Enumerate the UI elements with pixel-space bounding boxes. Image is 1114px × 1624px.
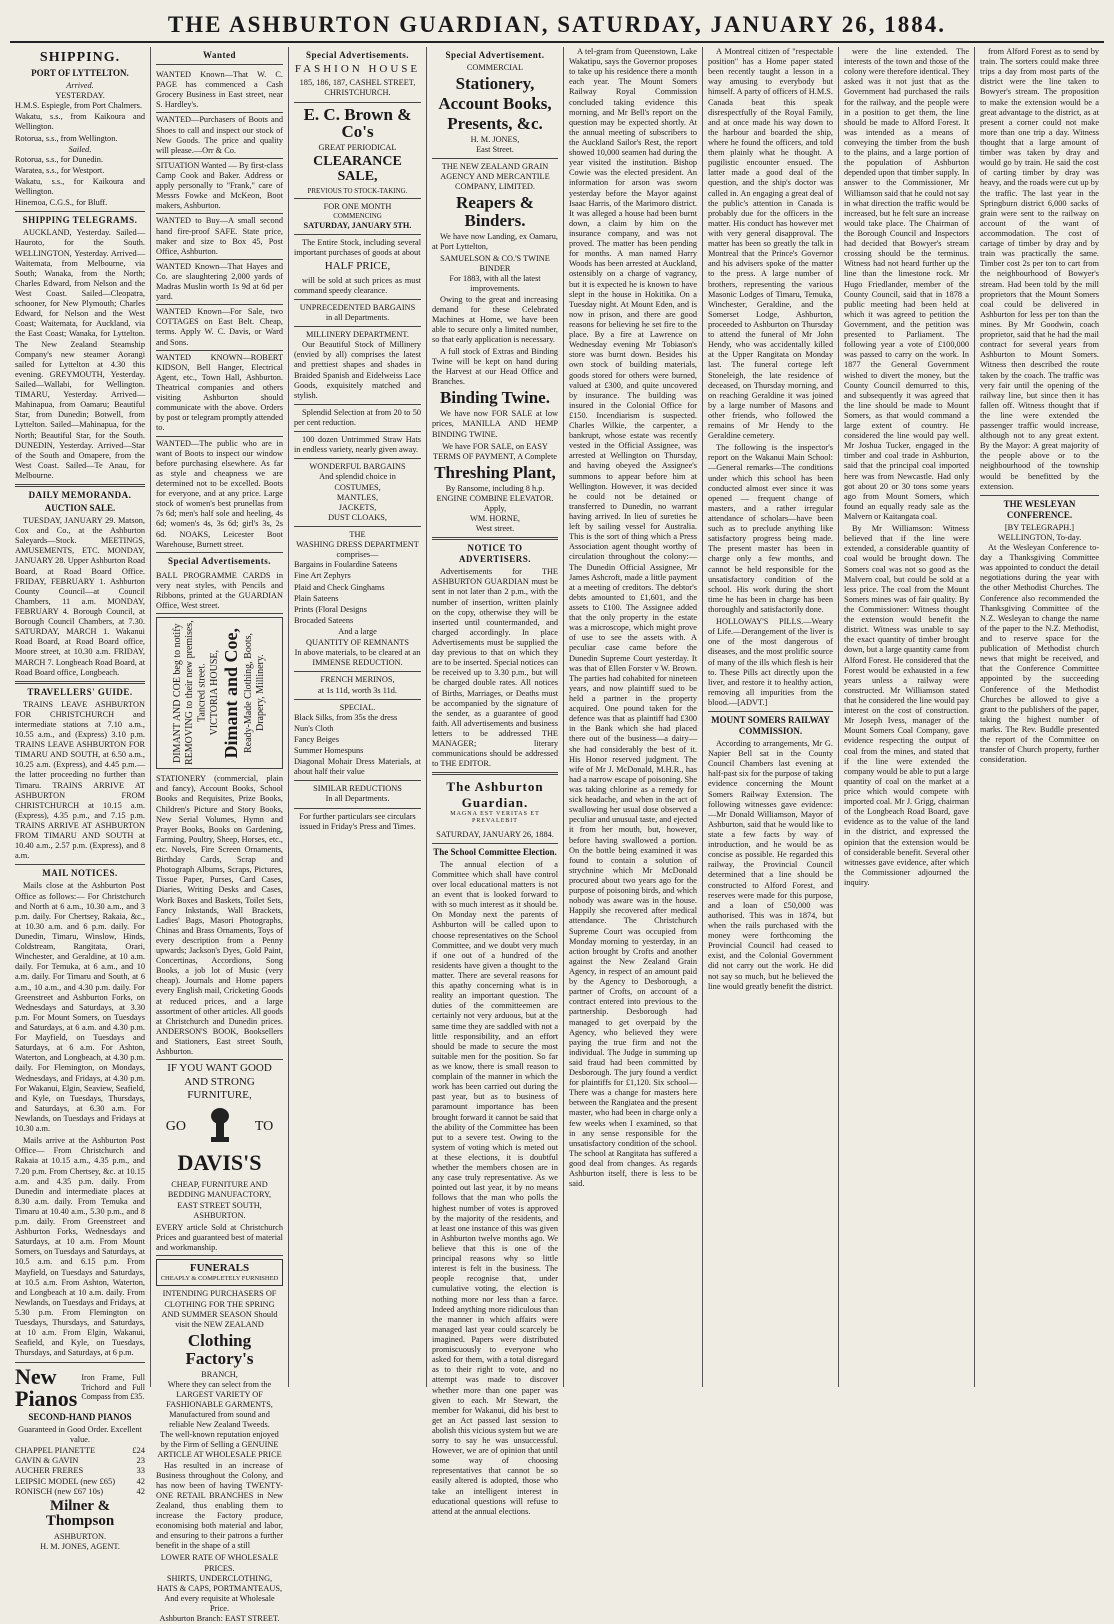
samuelson-label: SAMUELSON & CO.'S TWINE BINDER	[440, 254, 550, 274]
great-periodical: GREAT PERIODICAL	[318, 143, 397, 153]
arrived-heading: Arrived.	[66, 81, 94, 91]
news-text: A Montreal citizen of "respectable position" has a Home paper stated been recently taught a lesson in a way amusing to everybody but himself. A party of officers of H.M.S. Canada beat this speak disrespectfully of the Royal Family, and at once made his way down to the harbour and boarded the ship, where he found the officers, and told them plainly what he thought. A pugilistic encounter ensued. The latter made a good deal of the question, and the ship's doctor was called in. An engaging a great deal of the public's attention in Canada is probably due for the officers in the matter. His conduct has however met with very general disapproval. The matter has been so greatly the talk in Montreal that the Prince's Governor and his advisers spoke of the matter to the press. A large number of brothers, representing the various Masonic Lodges of Timaru, Temuka, Winchester, Geraldine, and the Somerset Lodge, Ashburton, proceeded to Ashburton on Thursday to attend the funeral of Mr John Hendy, who was accidentally killed at the Upper Rangitata on Monday last. The funeral cortege left Stoneleigh, the late residence of deceased, on Thursday morning, and on reaching Geraldine it was joined by a large number of Masons and other friends, who followed the remains of Mr Hendy to the Geraldine cemetery.	[708, 47, 833, 441]
wanted-heading: Wanted	[202, 50, 236, 60]
fashion-house-title: FASHION HOUSE	[294, 62, 421, 75]
telegrams-heading: SHIPPING TELEGRAMS.	[22, 215, 138, 226]
go-label: GO	[165, 1118, 186, 1134]
french-price: at 1s 11d, worth 3s 11d.	[318, 685, 397, 695]
dimant-coe-ad	[156, 617, 283, 769]
school-heading: The School Committee Election.	[433, 846, 557, 857]
fashion-address: 185, 186, 187, CASHEL STREET,	[299, 78, 416, 88]
telegraph-label: [BY TELEGRAPH.]	[1004, 522, 1075, 532]
clothing-intro: INTENDING PURCHASERS OF CLOTHING FOR THE SPRING AND SUMMER SEASON Should visit the NEW ZEALAND	[161, 1289, 278, 1329]
account-books-title: Account Books,	[438, 93, 552, 113]
sailing-line: Hinemoa, C.G.S., for Bluff.	[15, 198, 108, 208]
unprecedented-bargains: UNPRECEDENTED BARGAINS	[299, 302, 416, 312]
shipping-heading: SHIPPING.	[39, 50, 121, 65]
port-heading: PORT OF LYTTELTON.	[31, 68, 129, 79]
clothing-factory-title: Clothing Factory's	[185, 1330, 254, 1368]
special-item: Fancy Beiges	[294, 734, 339, 744]
commission-continued: from Alford Forest as to send by train. The sorters could make three trips a day from most parts of the district were the line taken to Bowyer's stream. The proposition to make the extension would be a great advantage to the district, as at present a corner could not make more than one trip a day. Witness thought that a large amount of timber was taken by dray and would go by train. He said the cost of carting timber by dray was heavy, and the roads were cut up by the traffic. The last year in the Springburn district 6,000 sacks of grain were sent to the railway on account of the want of accommodation. The cost of cartage of timber by dray and by train was practically the same. Timber cost 2s per ton to cart from the neighbourhood of Bowyer's stream. Had been told by the mill proprietors that the Mount Somers coal could be delivered in Ashburton for less per ton than the mines. By Mr Goodwin, coach proprietor, said that he had the mail contract for several years from Ashburton to Mount Somers. Witness then described the route taken by the coach. The traffic was very fair until the opening of the railway line, but since then it has fallen off. Witness thought that if the line were extended the passenger traffic would increase, although not to any great extent. By the Mayor: A great majority of the people above or to the neighbourhood of the township would be benefitted by the extension.	[980, 47, 1099, 491]
funerals-sub: CHEAPLY & COMPLETELY FURNISHED	[160, 1275, 279, 1283]
yesterday-label: YESTERDAY.	[55, 91, 105, 101]
memoranda-heading: DAILY MEMORANDA.	[28, 490, 132, 501]
wellington-dateline: WELLINGTON, To-day.	[997, 532, 1082, 542]
owing-text: Owing to the great and increasing demand for these Celebrated Machines at Home, we have been able to secure only a limited number, so that early application is necessary.	[432, 294, 558, 344]
notice-text: Advertisements for THE ASHBURTON GUARDIAN must be sent in not later than 2 p.m., with the number of insertion, written plainly on the copy, otherwise they will be inserted until countermanded, and charged accordingly. In place Advertisements must be supplied the day previous to that on which they are to be inserted. Special notices can be received up to 3.30 p.m., but will be charged double rates. All notices of Births, Marriages, or Deaths must be accompanied by the signature of the sender, as a guarantee of good faith. All advertisements and business letters to be addressed THE MANAGER; literary communications should be addressed to THE EDITOR.	[432, 567, 558, 769]
previous-stocktaking: PREVIOUS TO STOCK-TAKING.	[307, 186, 408, 195]
wanted-ad: WANTED Known—That W. C. PAGE has commenced a Cash Grocery Business in East street, near S. Hardley's.	[156, 68, 283, 113]
bargain-item: Brocaded Sateens	[294, 615, 354, 625]
sailed-heading: Sailed.	[68, 144, 92, 154]
commercial-label: COMMERCIAL	[466, 62, 524, 72]
stationery-title: Stationery,	[455, 74, 535, 94]
wesleyan-text: At the Wesleyan Conference to-day a Thanksgiving Committee was appointed to conduct the detail negotiations during the year with the other Methodist Churches. The Conference also recommended the Thanksgiving Committee of the N.Z. Wesleyan to change the name of the paper to the N.Z. Methodist, and to reserve space for the publication of Methodist church news that might be received, and that the Conference Committee appointed by the succeeding Conference of the Methodist Churches be allowed to give a grant to the publishers of the paper, taking the highest number of marks. The Rev. Buddle presented the report of the Committee on transfer of Church property, further consideration.	[980, 542, 1099, 765]
price-row: LEIPSIC MODEL (new £65) 42	[15, 1475, 145, 1486]
commencing-label: COMMENCING	[333, 212, 382, 221]
west-street: West street.	[475, 524, 515, 534]
dimant-goods: Ready-Made Clothing, Boots, Drapery, Millinery.	[242, 633, 266, 754]
horne-name: WM. HORNE,	[469, 514, 520, 524]
east-street: East Street.	[476, 144, 514, 154]
stationery-ad: STATIONERY (commercial, plain and fancy), Account Books, School Books and Requisites, Prize Books, Children's Picture and Story Books, New Serial Volumes, Hymn and Prayer Books, Books on Gardening, Farming, Poultry, Sheep, Horses, etc., etc. Novels, Fire Screen Ornaments, Birthday Cards, Scrap and Photograph Albums, Scraps, Pictures, Tissue Paper, Purses, Card Cases, Diaries, Writing Desks and Cases, Work Boxes and Baskets, Toilet Sets, Fancy Inkstands, Wall Brackets, Ladies' Bags, Masori Photographs, Chinas and Brass Ornaments, Toys of every description from a Penny upwards; Jackson's Dyes, Gold Paint, Concertinas, Accordions, Song Books, a job lot of Music (very cheap). Journals and Home papers every English mail, Cricketing Goods at reduced prices, and a large assortment of other articles. All goods at Christchurch and Dunedin prices. ANDERSON'S BOOK, Booksellers and Stationers, East street South, Ashburton.	[156, 772, 283, 1060]
clearance-sale: CLEARANCE SALE,	[313, 154, 402, 185]
sailing-line: Wakatu, s.s., for Kaikoura and Wellington.	[15, 177, 145, 197]
requisite-line: And every requisite at Wholesale Price.	[164, 1593, 275, 1614]
entire-stock: The Entire Stock, including several important purchases of goods at about	[294, 238, 421, 258]
jackets-label: JACKETS,	[338, 502, 377, 512]
notice-heading: NOTICE TO ADVERTISERS.	[459, 543, 531, 565]
splendid-choice: And splendid choice in	[319, 472, 396, 482]
column-shipping	[10, 47, 151, 1552]
price-list	[15, 1445, 145, 1497]
special-item: Diagonal Mohair Dress Materials, at about half their value	[294, 757, 421, 777]
ashburton-label: ASHBURTON.	[53, 1532, 107, 1542]
special-item: Summer Homespuns	[294, 746, 364, 756]
twine-sale-text: We have now FOR SALE at low prices, MANILLA AND HEMP BINDING TWINE.	[432, 409, 558, 439]
special-heading: SPECIAL.	[339, 702, 376, 712]
shirts-line: SHIRTS, UNDERCLOTHING, HATS & CAPS, PORTMANTEAUS,	[156, 1573, 283, 1593]
arrival-line: H.M.S. Espiegle, from Port Chalmers.	[15, 101, 142, 111]
branch-label: BRANCH,	[201, 1369, 238, 1379]
saturday-date: SATURDAY, JANUARY 5TH.	[303, 220, 412, 230]
inspector-report: The following is the inspector's report on the Wakanui Main School:—General remarks—The conditions under which this school has been conducted almost ever since it was opened — frequent change of masters, and a rather irregular attendance of scholars—have been such as to preclude anything like satisfactory progress being made. The present master has been in charge only a few months, and cannot be held responsible for the unsatisfactory condition of the school. His work during the short time he has been in charge has been thoroughly and satisfactorily done.	[708, 443, 833, 615]
dimant-notice: DIMANT AND COE beg to notify REMOVING to their new premises, Tancred street.	[171, 620, 208, 766]
costumes-label: COSTUMES,	[334, 482, 381, 492]
mail-close-text: Mails close at the Ashburton Post Office as follows:— For Christchurch and North at 6 a.m., 10.30 a.m., and 3 p.m. daily. For Chertsey, Rakaia, &c., at 10.30 a.m. and 6 p.m. daily. For Dunedin, Timaru, Winslow, Hinds, Coldstream, Rangitata, Orari, Winchester, and Geraldine, at 10 a.m. daily. For Temuka, at 6 a.m., and 10 a.m. daily. For Timaru and South, at 6 a.m., 10 a.m., and 4.30 p.m. daily. For Greenstreet and Ashburton Forks, on Wednesdays and Saturdays, at 3.30 p.m. For Mount Somers, on Tuesdays and Saturdays, at 6 a.m. and 4.30 p.m. For Mayfield, on Tuesdays and Saturdays, at 6 a.m. For Ashton, Waterton, and Longbeach, at 4.30 p.m. daily. For Flemington, on Mondays, Wednesdays, and Fridays, at 4.30 p.m. For Wakanui, Elgin, Seaview, Seafield, and Kyle, on Tuesdays, Thursdays, and Saturdays, at 6.30 a.m. For Newlands, on Tuesdays and Fridays at 10.30 a.m.	[15, 881, 145, 1134]
pianos-ad	[15, 1363, 145, 1411]
davis-subtitle: CHEAP, FURNITURE AND BEDDING MANUFACTORY,	[167, 1180, 272, 1200]
christchurch-label: CHRISTCHURCH.	[324, 88, 391, 98]
agent-label: H. M. JONES, AGENT.	[40, 1542, 120, 1552]
reapers-title: Reapers & Binders.	[456, 193, 534, 230]
masthead-title: THE ASHBURTON GUARDIAN, SATURDAY, JANUARY 26, 1884.	[167, 12, 947, 37]
branch-address: Ashburton Branch: EAST STREET.	[159, 1614, 280, 1624]
threshing-title: Threshing Plant,	[434, 462, 556, 482]
pianos-label: Pianos	[15, 1385, 78, 1411]
travellers-heading: TRAVELLERS' GUIDE.	[27, 686, 133, 697]
binding-twine-title: Binding Twine.	[440, 388, 550, 408]
column-editorial	[427, 47, 564, 1516]
guarantee-text: Guaranteed in Good Order. Excellent value.	[18, 1424, 142, 1444]
apply-label: Apply,	[483, 503, 507, 513]
dimant-coe-title: Dimant and Coe,	[220, 627, 241, 759]
commission-text-2: By Mr Williamson: Witness believed that if the line were extended, a considerable quantity of coal would be brought down. The Somers coal was not so good as the Malvern coal, but could be sold at a less price. The coal from the Mount Somers mines was of fair quality. By the Commissioner: Witness thought the extension would benefit the district. Witness was unable to say the exact quantity of timber brought down, but a large quantity came from Alford Forest. He considered that the Forest would be exhausted in a few years unless a railway were constructed. Mr Williamson stated that he considered the line would pay interest on the cost of construction. Mr Joseph Ivess, manager of the Mount Somers Coal Company, gave evidence respecting the output of coal from the mines, and stated that if the line were extended the company would be able to put a large quantity of coal on the market at a price which would compete with imported coal. Mr J. Grigg, chairman of the Longbeach Road Board, gave evidence as to the value of the land in the district, and expressed the opinion that the extension would be of considerable benefit. Several other witnesses gave evidence, after which the Commissioner adjourned the inquiry.	[844, 524, 969, 887]
full-stock-text: A full stock of Extras and Binding Twine will be kept on hand during the Harvest at our Head Office and Branches.	[432, 347, 558, 387]
price-row: AUCHER FRERES 33	[15, 1465, 145, 1476]
half-price: HALF PRICE,	[324, 260, 391, 273]
guardian-motto: MAGNA EST VERITAS ET PREVALEBIT	[450, 811, 540, 825]
furniture-headline: IF YOU WANT GOOD AND STRONG FURNITURE,	[167, 1062, 272, 1102]
milner-thompson: Milner & Thompson	[45, 1497, 115, 1530]
immense-reduction: IMMENSE REDUCTION.	[312, 658, 403, 668]
go-to-row	[156, 1106, 283, 1146]
dust-cloaks-label: DUST CLOAKS,	[328, 512, 387, 522]
price-row: CHAPPEL PIANETTE £24	[15, 1444, 145, 1455]
bargain-item: Bargains in Foulardine Sateens	[294, 560, 398, 570]
comprises-label: comprises—	[336, 550, 379, 560]
wanted-ad: WANTED Known—That Hayes and Co. are slaughtering 2,000 yards of Madras Muslin worth 1s 9d at 6d per yard.	[156, 260, 283, 305]
special-item: Nun's Cloth	[294, 723, 334, 733]
sailing-line: Rotorua, s.s., for Dunedin.	[15, 154, 104, 164]
special-ad-heading: Special Advertisement.	[445, 50, 545, 60]
to-label: TO	[254, 1118, 274, 1134]
millinery-text: Our Beautiful Stock of Millinery (envied by all) comprises the latest and prettiest shapes and shades in Braided Spanish and Eidelweiss Lace Goods, exquisitely matched and stylish.	[294, 340, 421, 400]
news-text: A tel-gram from Queenstown, Lake Wakatipu, says the Governor proposes to take up his residence there a month each year. The Mount Somers Railway Royal Commission concluded taking evidence this morning, and Mr Bell's report on the question may be expected shortly. At the annual meeting of subscribers to the Auckland Sailor's Rest, the report showed 10,000 seamen had during the year visited the institution. Bishop Cowie was the elected president. An information for arson was sworn yesterday before the Mayor against Isaac Harris, of the Marimoro district. It was alleged a house had been burnt down, a claim by him on the insurance company, and was not proved. The matter has been pending for months. A man named Harry Woods has been arrested at Auckland, ostensibly on a charge of vagrancy, but it is expected he is known to have slept in the house in Hokitika. On a Tuesday night. At Mount Eden, and is now in prison, and there are good reasons for believing he set fire to the place. By a fire at Lawrence on Wednesday evening Mr Tobiason's store was burnt down. Besides his own stock of building materials, goods stored for others were burned, valued at £300, and quite uncovered by insurance. The building was insured in the Colonial Office for £150. Incendiarism is suspected. Charles Wilkie, the carpenter, a bankrupt, whose estate was recently vested in the Official Assignee, was arrested at Wellington on Thursday, and having obeyed the Assignee's summons to appear before him at Wellington. However, it was decided he could not be detained or transferred to Dunedin, no warrant having arrived. In lieu of sureties he left by sailing vessel for Australia. This is the sort of thing which a Press Association agent thought worthy of circulation throughout the colony:— The Dunedin Official Assignee, Mr James Ashcroft, made a little payment at a meeting of creditors. The debtor's debts amounted to £1,601, and the assets to £100. The Assignee added that the only property in the estate was a microscope, which might prove of use to see the assets with. A peculiar case came before the Dunedin Supreme Court yesterday. It was that of Ellen Forster v W. Brown. The parties had cohabited for nineteen years, and now plaintiff sued to be held a partner in the property acquired. One pound taken for the defence was that as plaintiff had £300 in the Bank which she had placed there out of the business—a dairy—she had considerably the best of it. His Honor reserved judgment. The wife of Mr J. McDonald, M.H.R., has had a narrow escape of poisoning. She was taking chlorine as a remedy for sick headache, and when in the act of swallowing her usual dose observed a peculiar and unusual taste, and ejected it from her mouth, but, however, before having swallowed a portion. On the bottle being examined it was found to contain a solution of strychnine which Mr McDonald procured about two years ago for the purpose of poisoning birds, and which nobody was aware was in the house. Happily she recovered after medical attendance. The Christchurch Supreme Court was occupied from Monday morning to yesterday, in an action brought by Crofts and another against the New Zealand Grain Agency, in respect of an amount paid by the Agency to Desborough, a partner of Crofts, on account of a contract entered into previous to the partnership. Desborough had managed to get overpaid by the Agency, who believed they were paying the true firm and not the individual. The Judge in summing up said fraud had been committed by Desborough. The jury found a verdict for plaintiffs for £1,120. Six school—There was a change for masters here between the Rangiatea and the present master, who had been in charge only a few weeks when I examined, so that in any sense responsible for the unsatisfactory condition of the school. The school at Rangitata has suffered a good deal from changes. As regards Ashburton itself, there is less to be said.	[569, 47, 697, 1189]
quantity-remnants: QUANTITY OF REMNANTS	[306, 638, 409, 648]
wanted-ad: WANTED—The public who are in want of Boots to inspect our window before purchasing elsewhere. As far as style and cheapness we are determined not to be excelled. Boots for everyone, and at any price. Large stock of women's best prunellas from 7s 6d; men's half sole and heeling, 4s 6d; women's 4s, 3s 6d; girl's 3s, 2s 6d. NOAKS, Leicester Boot Warehouse, Burnett street.	[156, 437, 283, 553]
mount-somers-text: According to arrangements, Mr G. Napier Bell sat in the County Council Chambers last evening at half-past six for the purpose of taking evidence concerning the Mount Somers Railway Extension. The following witnesses gave evidence:—Mr Donald Williamson, Mayor of Ashburton, said that he would like to state a few facts by way of introduction, and he would be as concise as possible. He regarded this railway, the Provincial Council determined that a line should be constructed to Alford Forest, and reserves were made for this purpose, and a loan of £50,000 was authorised. This was in 1874, but when the rails purchased with the money were forthcoming the Provincial Council had ceased to exist, and the Colonial Government did not carry out the work. He did not say so much, but he believed the line would greatly benefit the district.	[708, 739, 833, 991]
davis-town: ASHBURTON.	[193, 1210, 246, 1220]
clothing-variety: Where they can select from the LARGEST VARIETY OF FASHIONABLE GARMENTS, Manufactured from sound and reliable New Zealand Tweeds.	[166, 1379, 273, 1430]
grain-agency: THE NEW ZEALAND GRAIN AGENCY AND MERCANTILE COMPANY, LIMITED.	[440, 161, 550, 192]
bargain-item: Plain Sateens	[294, 593, 339, 603]
all-departments-2: In all Departments.	[325, 794, 390, 804]
bargain-item: And a large	[338, 626, 377, 636]
mail-heading: MAIL NOTICES.	[42, 868, 118, 879]
landing-text: We have now Landing, ex Oamaru, at Port Lyttelton,	[432, 231, 558, 251]
column-commission	[839, 47, 975, 1387]
column-news-2	[703, 47, 839, 1387]
column-fashion-house	[289, 47, 427, 1387]
special-ads-heading: Special Advertisements.	[306, 50, 409, 60]
column-news	[564, 47, 703, 1387]
new-label: New	[15, 1363, 57, 1389]
ecbrown-title: E. C. Brown & Co's	[303, 104, 412, 142]
masthead	[10, 8, 1104, 43]
millinery-heading: MILLINERY DEPARTMENT.	[306, 330, 409, 340]
commission-text: were the line extended. The interests of the town and those of the colony were therefore identical. They asked was it not just that as the Government had purchased the rails for the railway, and the people were in a position to get them, the line should be made to Alford Forest. It was intended as a means of conveying the timber from the bush to the plains, and a large portion of the population of Ashburton depended upon that timber supply. In answer to the Commissioner, Mr Williamson said that he could not say in what direction the traffic would be increased, but he felt sure an increase would take place. The Chairman of the Borough Council and Inspectors had decided that Bowyer's stream crossing should be the terminus. Witness had not heard further up the line than the limestone rock. Mr Hugo Friedlander, member of the County Council, said that in 1878 a public meeting had been held at which it was agreed to petition the Government, and the petition was presented to Parliament. The following year a vote of £100,000 was passed to carry on the work. In 1877 the General Government wished to divert the money, but the County Council demurred to this, and subsequently it was agreed that the line should be made to Mount Somers, as that would command a large extent of country. He considered the line would pay well. Mr Joshua Tucker, engaged in the timber and coal trade in Ashburton, said that the principal coal imported here was from Newcastle. Had only got about 20 or 30 tons some years ago from Mount Somers, which found an equally ready sale as the Malvern or Kaitangata coal.	[844, 47, 969, 522]
wanted-ad: WANTED KNOWN—ROBERT KIDSON, Bell Hanger, Electrical Agent, etc., Town Hall, Ashburton. Theatrical companies and others visiting Ashburton should communicate with the above. Orders by post or telegram promptly attended to.	[156, 351, 283, 437]
column-conference	[975, 47, 1104, 1387]
arrival-line: Wakatu, s.s., from Kaikoura and Wellington.	[15, 112, 145, 132]
all-departments: in all Departments.	[325, 313, 390, 322]
speedy-clearance: will be sold at such prices as must command speedy clearance.	[294, 275, 421, 295]
memoranda-text: TUESDAY, JANUARY 29. Matson, Cox and Co., at the Ashburton Saleyards—Stock. MEETINGS, AMUSEMENTS, ETC. MONDAY, JANUARY 28. Upper Ashburton Road Board, at Road Board Office. FRIDAY, FEBRUARY 1. Ashburton County Council—at Council Chambers, 11 a.m. MONDAY, FEBRUARY 4. Borough Council, at Borough Council Chambers, at 7.30. SATURDAY, MARCH 1. Wakanui Road Board, at Road Board office, Moore street, at 10.30 a.m. FRIDAY, MARCH 7. Longbeach Road Board, at Road Board office, Longbeach.	[15, 516, 145, 677]
easy-terms-text: We have FOR SALE, on EASY TERMS OF PAYMENT, A Complete	[433, 441, 557, 461]
funerals-label: FUNERALS	[189, 1262, 250, 1275]
straw-hats: 100 dozen Untrimmed Straw Hats in endless variety, nearly given away.	[294, 435, 421, 455]
wanted-ad: WANTED Known—For Sale, two COTTAGES on East Belt. Cheap, terms. Apply W. C. Davis, or Ward and Sons.	[156, 305, 283, 350]
clothing-business: Has resulted in an increase of Business throughout the Colony, and has now been of having TWENTY-ONE RETAIL BRANCHES in New Zealand, thus enabling them to increase the Factory produce, economising both material and labor, and ensuring to their patrons a further benefit in the shape of a still	[156, 1460, 283, 1551]
guardian-masthead: The Ashburton Guardian.	[446, 779, 544, 811]
lamp-icon	[205, 1106, 235, 1146]
bargain-item: Prints (Floral Designs	[294, 604, 367, 614]
mail-arrive-text: Mails arrive at the Ashburton Post Office— From Christchurch and Rakaia at 10.15 a.m., 4.35 p.m., and 7.20 p.m. From Chertsey, &c. at 10.15 a.m. and 4.35 p.m. daily. From Dunedin and intermediate places at 8.30 a.m. daily. From Temuka and Timaru at 10.40 a.m., 5.30 p.m., and 8 p.m. daily. From Greenstreet and Ashburton Forks, Wednesdays and Saturdays, at 10 a.m. From Mount Somers, on Tuesdays and Saturdays, at 10.5 a.m. and 6.15 p.m. From Mayfield, on Tuesdays and Saturdays, at 10.5 a.m. From Ashton, Waterton, and Longbeach at 10 a.m. daily. From Newlands, on Tuesdays and Fridays, at 5.30 p.m. From Flemington on Tuesdays, Thursdays, and Saturdays, at 10 a.m. From Elgin, Wakanui, Seafield, and Kyle, on Tuesdays, Thursdays, and Saturdays, at 6 p.m.	[15, 1136, 145, 1358]
holloway-ad: HOLLOWAY'S PILLS.—Weary of Life.—Derangement of the liver is one of the most dangerous of diseases, and the most prolific source of many of the ills which flesh is heir to. These Pills act directly upon the liver, and restore it to healthy action, removing all impurities from the blood.—[ADVT.]	[708, 617, 833, 707]
above-materials: In above materials, to be cleared at an	[294, 648, 421, 658]
school-text: The annual election of a Committee which shall have control over local educational matters is not an event that is looked forward to with so much interest as it should be. On Monday next the parents of Ashburton will be called upon to choose representatives on the School Committee, and we doubt very much if one out of a hundred of the residents have given a thought to the matter. There are several reasons for this apathy concerning what is in reality an important question. The duties of the committeemen are certainly not very arduous, but at the same time they are saddled with not a little responsibility, and an effort should be made to secure the most suitable men for the position. So far as we know, there is small reason to complain of the manner in which the work has been carried out during the past year, but as to business of paramount importance has been brought forward it cannot be said that the ability of the Committee has been put to a severe test. Owing to the system of voting which is meted out at these elections, it is doubtful whether the members chosen are in any case truly representative. As we pointed out last year, it by no means follows that the man who polls the highest number of votes is approved by the majority of the residents, and at least one instance of this was given in Ashburton twelve months ago. We believe that this is one of the principal reasons why so little interest is felt in the business. The people recognise that, under cumulative voting, the election is nothing more nor less than a farce. Indeed anything more ridiculous than the manner in which affairs were managed last year could scarcely be imagined. Papers were distributed promiscuously to everyone who asked for them, with a total disregard as to their right to vote, and no attempt was made to discover whether more than one paper was given to each. Mr Stewart, the member for Wakanui, did his best to get an Act passed last session to abolish this vicious system but we are sorry to say he was unsuccessful. However, we are of opinion that until some way of choosing representatives that cannot be so easily altered is adopted, those who take an intelligent interest in educational questions will refuse to attend at the annual elections.	[432, 859, 558, 1516]
wanted-ad: SITUATION Wanted — By first-class Camp Cook and Baker. Address or apply personally to "Frank," care of Messrs Fowke and McKeon, Boot makers, Ashburton.	[156, 159, 283, 215]
wonderful-bargains: WONDERFUL BARGAINS	[309, 462, 406, 472]
mount-somers-heading: MOUNT SOMERS RAILWAY COMMISSION.	[711, 715, 830, 737]
bargain-item: Plaid and Check Ginghams	[294, 582, 385, 592]
funerals-box	[156, 1259, 283, 1286]
lower-rate: LOWER RATE OF WHOLESALE PRICES.	[160, 1553, 279, 1573]
column-wanted	[151, 47, 289, 1624]
presents-title: Presents, &c.	[447, 113, 543, 133]
wanted-ad: WANTED—Purchasers of Boots and Shoes to call and inspect our stock of New Goods. The price and quality will please.—Orr & Co.	[156, 113, 283, 158]
price-row: GAVIN & GAVIN 23	[15, 1455, 145, 1466]
second-hand-heading: SECOND-HAND PIANOS	[28, 1411, 132, 1422]
special-ads-heading: Special Advertisements.	[168, 555, 271, 566]
for-one-month: FOR ONE MONTH	[323, 202, 392, 212]
wanted-ad: WANTED to Buy—A small second hand fire-proof SAFE. State price, maker and size to Box 45, Post Office, Ashburton.	[156, 214, 283, 259]
the-label: THE	[349, 529, 366, 539]
ransome-text: By Ransome, including 8 h.p. ENGINE COMBINE ELEVATOR.	[436, 483, 554, 503]
davis-address: EAST STREET SOUTH,	[177, 1200, 262, 1210]
davis-guarantee: EVERY article Sold at Christchurch Prices and guaranteed best of material and workmanship.	[156, 1221, 283, 1256]
davis-title: DAVIS'S	[177, 1150, 262, 1176]
similar-reductions: SIMILAR REDUCTIONS	[313, 784, 402, 794]
washing-dress: WASHING DRESS DEPARTMENT	[296, 540, 419, 550]
sailing-line: Waratea, s.s., for Westport.	[15, 165, 105, 175]
iron-frame-text: Iron Frame, Full Trichord and Full Compass from £35.	[81, 1372, 145, 1402]
jones-name: H. M. JONES,	[470, 134, 520, 144]
price-row: RONISCH (new £67 10s) 42	[15, 1486, 145, 1497]
arrival-line: Rotorua, s.s., from Wellington.	[15, 133, 118, 143]
victoria-house: VICTORIA HOUSE,	[208, 650, 220, 736]
columns	[10, 47, 1104, 1624]
wesleyan-heading: THE WESLEYAN CONFERENCE.	[1003, 498, 1076, 520]
bargain-item: Fine Art Zephyrs	[294, 571, 351, 581]
splendid-selection: Splendid Selection at from 20 to 50 per cent reduction.	[294, 407, 421, 427]
clothing-reputation: The well-known reputation enjoyed by the Firm of Selling a GENUINE ARTICLE AT WHOLESALE PRICE	[157, 1430, 282, 1460]
french-merinos: FRENCH MERINOS,	[320, 675, 395, 685]
travellers-text: TRAINS LEAVE ASHBURTON FOR CHRISTCHURCH and intermediate stations at 7.10 a.m., 10.55 a.m., and (Express) 3.10 p.m. TRAINS LEAVE ASHBURTON FOR TIMARU AND SOUTH, at 6.50 a.m., 10.25 a.m. (Express), and 4.45 p.m.—the latter proceeding no further than Timaru. TRAINS ARRIVE AT ASHBURTON FROM CHRISTCHURCH at 10.15 a.m. (Express), 4.35 p.m., and 7.15 p.m. TRAINS ARRIVE AT ASHBURTON FROM TIMARU AND SOUTH at 10.40 a.m., 2.57 p.m. (Express), and 8 a.m.	[15, 699, 145, 861]
ball-cards-ad: BALL PROGRAMME CARDS in very neat styles, with Pencils and Ribbons, printed at the GUARDIAN Office, West street.	[156, 569, 283, 614]
improvements-label: For 1883, with all the latest improvements.	[449, 274, 541, 294]
further-particulars: For further particulars see circulars issued in Friday's Press and Times.	[299, 811, 416, 831]
special-item: Black Silks, from 35s the dress	[294, 712, 398, 722]
auction-heading: AUCTION SALE.	[44, 503, 116, 514]
telegrams-text: AUCKLAND, Yesterday. Sailed—Hauroto, for the South. WELLINGTON, Yesterday. Arrived—Waitemata, from Melbourne, via South; Wanaka, from the North; Charles Edward, from Nelson and the West Coast. Sailed—Cleopatra, schooner, for New Plymouth; Charles Edward, for Nelson and the West Coast; Waitemata, for Auckland, via the East Coast; Wanaka, for Lyttelton. The New Zealand Steamship Company's new steamer Aorangi sailed for Lyttelton at 4.30 this evening. GREYMOUTH, Yesterday. Sailed—Wallabi, for Wellington. TIMARU, Yesterday. Arrived—Mahinapua, from Oamaru; Beautiful Star, from Dunedin; Botwell, from Lyttelton. Sailed—Mahinapua, for the North; Beautiful Star, for the South. DUNEDIN, Yesterday. Arrived—Star of the South and Omapere, from the West Coast. Sailed—Te Anau, for Melbourne.	[15, 228, 145, 480]
editorial-date: SATURDAY, JANUARY 26, 1884.	[436, 829, 554, 839]
mantles-label: MANTLES,	[336, 492, 379, 502]
